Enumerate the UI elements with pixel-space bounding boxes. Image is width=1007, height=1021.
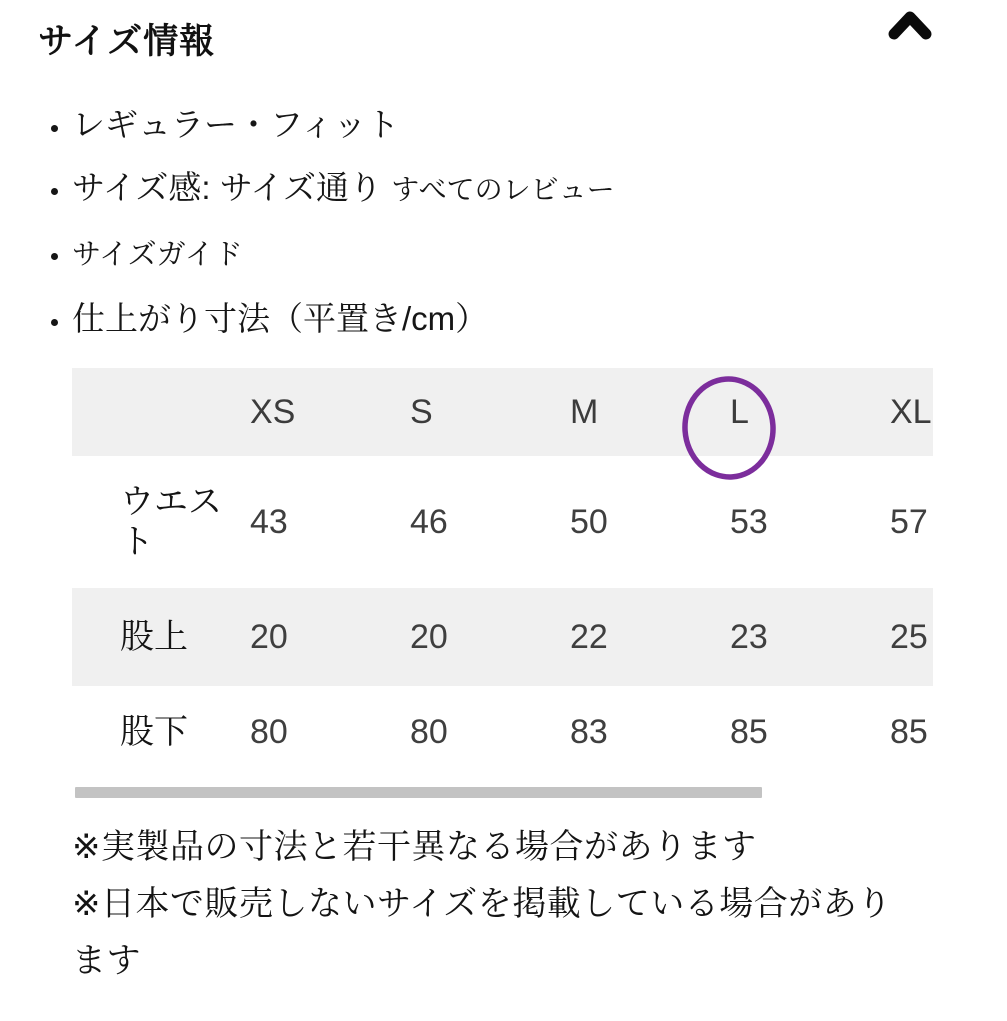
section-header <box>0 0 1007 64</box>
table-row-inseam <box>72 686 933 778</box>
table-row-waist <box>72 456 933 588</box>
horizontal-scrollbar-thumb[interactable] <box>75 787 762 798</box>
list-item-size-guide <box>72 234 1007 274</box>
rise-xl: 25 <box>890 617 928 656</box>
corner-cell <box>72 368 250 456</box>
inseam-m: 83 <box>570 712 608 751</box>
waist-xl: 57 <box>890 502 928 541</box>
list-item-fit <box>72 106 1007 143</box>
size-table <box>72 368 933 778</box>
col-header-xl: XL <box>890 392 932 431</box>
size-guide-link[interactable]: サイズガイド <box>72 239 243 271</box>
rise-xs: 20 <box>250 617 288 656</box>
collapse-section-button[interactable] <box>884 6 936 46</box>
rise-s: 20 <box>410 617 448 656</box>
col-header-l: L <box>730 392 749 431</box>
waist-l: 53 <box>730 502 768 541</box>
rise-l: 23 <box>730 617 768 656</box>
chevron-up-icon <box>886 30 934 45</box>
row-label-rise: 股上 <box>120 618 188 656</box>
table-row-rise <box>72 588 933 686</box>
inseam-l: 85 <box>730 712 768 751</box>
waist-m: 50 <box>570 502 608 541</box>
size-feel-text: サイズ感: サイズ通り <box>72 169 383 206</box>
inseam-xs: 80 <box>250 712 288 751</box>
waist-xs: 43 <box>250 502 288 541</box>
inseam-xl: 85 <box>890 712 928 751</box>
rise-m: 22 <box>570 617 608 656</box>
dimensions-text: 仕上がり寸法（平置き/cm） <box>72 300 489 337</box>
footnote-japan-sizes: ※日本で販売しないサイズを掲載している場合があります <box>72 885 892 980</box>
size-info-list <box>0 106 1007 337</box>
row-label-inseam: 股下 <box>120 713 188 751</box>
all-reviews-link[interactable]: すべてのレビュー <box>391 174 615 205</box>
col-header-m: M <box>570 392 599 431</box>
row-label-waist: ウエスト <box>120 483 222 561</box>
col-header-s: S <box>410 392 433 431</box>
footnote-dimension-variance: ※実製品の寸法と若干異なる場合があります <box>72 828 757 866</box>
list-item-size-feel <box>72 169 1007 208</box>
size-table-header-row <box>72 368 933 456</box>
page-title: サイズ情報 <box>38 22 216 61</box>
col-header-xs: XS <box>250 392 296 431</box>
fit-text: レギュラー・フィット <box>72 106 400 143</box>
inseam-s: 80 <box>410 712 448 751</box>
waist-s: 46 <box>410 502 448 541</box>
size-table-container <box>72 368 933 778</box>
footnotes <box>72 819 920 990</box>
list-item-dimensions <box>72 300 1007 337</box>
